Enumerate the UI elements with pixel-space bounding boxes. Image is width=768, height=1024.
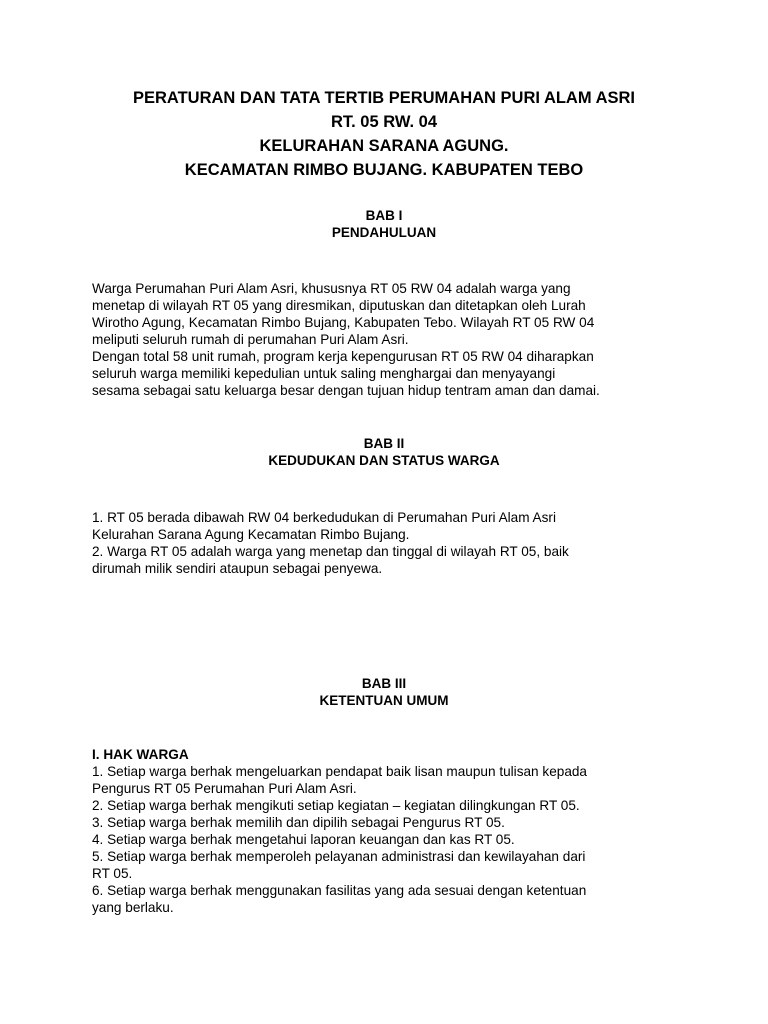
- document-title: [0, 86, 768, 182]
- bab2-name: KEDUDUKAN DAN STATUS WARGA: [268, 453, 500, 468]
- list-item-line: 6. Setiap warga berhak menggunakan fasilitas yang ada sesuai dengan ketentuan: [92, 883, 587, 898]
- list-item-line: 4. Setiap warga berhak mengetahui laporan keuangan dan kas RT 05.: [92, 832, 515, 847]
- title-line: KECAMATAN RIMBO BUJANG. KABUPATEN TEBO: [184, 161, 584, 179]
- list-item-line: 5. Setiap warga berhak memperoleh pelayanan administrasi dan kewilayahan dari: [92, 849, 586, 864]
- title-line: PERATURAN DAN TATA TERTIB PERUMAHAN PURI ALAM ASRI: [132, 89, 635, 107]
- paragraph-line: dirumah milik sendiri ataupun sebagai penyewa.: [92, 561, 383, 576]
- paragraph-line: 1. RT 05 berada dibawah RW 04 berkedudukan di Perumahan Puri Alam Asri: [92, 510, 556, 525]
- bab2-paragraph: [92, 509, 692, 577]
- paragraph-line: menetap di wilayah RT 05 yang diresmikan, diputuskan dan ditetapkan oleh Lurah: [92, 298, 586, 313]
- bab3-number: BAB III: [361, 676, 407, 691]
- list-item-line: 1. Setiap warga berhak mengeluarkan pendapat baik lisan maupun tulisan kepada: [92, 764, 587, 779]
- paragraph-line: Dengan total 58 unit rumah, program kerja kepengurusan RT 05 RW 04 diharapkan: [92, 349, 594, 364]
- paragraph-line: Wirotho Agung, Kecamatan Rimbo Bujang, Kabupaten Tebo. Wilayah RT 05 RW 04: [92, 315, 595, 330]
- bab2-heading: [0, 435, 768, 469]
- paragraph-line: sesama sebagai satu keluarga besar dengan tujuan hidup tentram aman dan damai.: [92, 383, 600, 398]
- list-item-line: RT 05.: [92, 866, 133, 881]
- bab2-number: BAB II: [363, 436, 405, 451]
- list-item-line: 2. Setiap warga berhak mengikuti setiap kegiatan – kegiatan dilingkungan RT 05.: [92, 798, 580, 813]
- title-line: KELURAHAN SARANA AGUNG.: [259, 137, 509, 155]
- bab3-name: KETENTUAN UMUM: [319, 693, 449, 708]
- paragraph-line: Warga Perumahan Puri Alam Asri, khususnya RT 05 RW 04 adalah warga yang: [92, 281, 571, 296]
- list-item-line: yang berlaku.: [92, 900, 174, 915]
- paragraph-line: seluruh warga memiliki kepedulian untuk saling menghargai dan menyayangi: [92, 366, 556, 381]
- bab1-heading: [0, 207, 768, 241]
- bab3-content: [92, 746, 692, 916]
- bab1-paragraph: [92, 280, 692, 399]
- list-item-line: Pengurus RT 05 Perumahan Puri Alam Asri.: [92, 781, 357, 796]
- paragraph-line: meliputi seluruh rumah di perumahan Puri Alam Asri.: [92, 332, 409, 347]
- bab1-number: BAB I: [365, 208, 403, 223]
- title-line: RT. 05 RW. 04: [330, 113, 438, 131]
- paragraph-line: Kelurahan Sarana Agung Kecamatan Rimbo Bujang.: [92, 527, 410, 542]
- list-item-line: 3. Setiap warga berhak memilih dan dipilih sebagai Pengurus RT 05.: [92, 815, 505, 830]
- bab1-name: PENDAHULUAN: [331, 225, 437, 240]
- hak-warga-subheading: I. HAK WARGA: [92, 747, 189, 762]
- paragraph-line: 2. Warga RT 05 adalah warga yang menetap dan tinggal di wilayah RT 05, baik: [92, 544, 569, 559]
- bab3-heading: [0, 675, 768, 709]
